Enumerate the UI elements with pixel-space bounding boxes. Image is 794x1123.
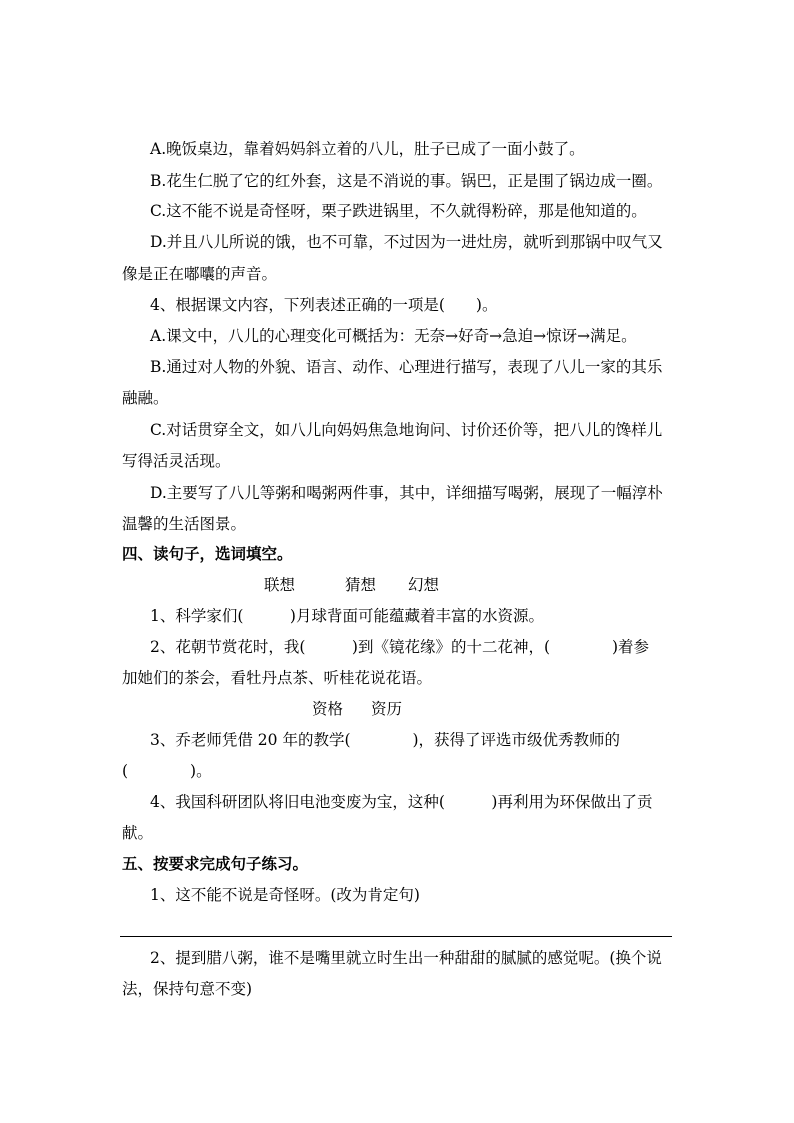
s5-item2-line1: 2、提到腊八粥，谁不是嘴里就立时生出一种甜甜的腻腻的感觉呢。(换个说	[150, 949, 662, 967]
q4-stem: 4、根据课文内容，下列表述正确的一项是( )。	[150, 296, 498, 314]
q3-option-c: C.这不能不说是奇怪呀，栗子跌进锅里，不久就得粉碎，那是他知道的。	[150, 202, 647, 220]
s4-item1: 1、科学家们( )月球背面可能蕴藏着丰富的水资源。	[150, 607, 544, 625]
word-choice-3: 幻想	[408, 576, 440, 594]
q4-option-d-line1: D.主要写了八儿等粥和喝粥两件事，其中，详细描写喝粥，展现了一幅淳朴	[150, 484, 663, 502]
section5-heading: 五、按要求完成句子练习。	[122, 855, 309, 873]
q4-option-d-line2: 温馨的生活图景。	[122, 515, 247, 533]
q3-option-d-line2: 像是正在嘟囔的声音。	[122, 265, 278, 283]
s5-item2-line2: 法，保持句意不变)	[122, 980, 253, 998]
q3-option-d-line1: D.并且八儿所说的饿，也不可靠，不过因为一进灶房，就听到那锅中叹气又	[150, 233, 663, 251]
word-choice-5: 资历	[371, 700, 403, 718]
q4-option-c-line2: 写得活灵活现。	[122, 452, 231, 470]
section4-heading: 四、读句子，选词填空。	[122, 545, 293, 563]
answer-line[interactable]	[120, 936, 672, 937]
word-choice-4: 资格	[312, 700, 344, 718]
q4-option-b-line2: 融融。	[122, 389, 169, 407]
s4-item4-line2: 献。	[122, 824, 154, 842]
s5-item1: 1、这不能不说是奇怪呀。(改为肯定句)	[150, 886, 420, 904]
s4-item2-line2: 加她们的茶会，看牡丹点茶、听桂花说花语。	[122, 669, 433, 687]
q4-option-c-line1: C.对话贯穿全文，如八儿向妈妈焦急地询问、讨价还价等，把八儿的馋样儿	[150, 421, 663, 439]
s4-item3-line1: 3、乔老师凭借 20 年的教学( )，获得了评选市级优秀教师的	[150, 731, 621, 749]
s4-item3-line2: ( )。	[122, 762, 212, 780]
q4-option-b-line1: B.通过对人物的外貌、语言、动作、心理进行描写，表现了八儿一家的其乐	[150, 358, 663, 376]
s4-item2-line1: 2、花朝节赏花时，我( )到《镜花缘》的十二花神，( )着参	[150, 638, 650, 656]
s4-item4-line1: 4、我国科研团队将旧电池变废为宝，这种( )再利用为环保做出了贡	[150, 793, 653, 811]
q3-option-b: B.花生仁脱了它的红外套，这是不消说的事。锅巴，正是围了锅边成一圈。	[150, 172, 663, 190]
q3-option-a: A.晚饭桌边，靠着妈妈斜立着的八儿，肚子已成了一面小鼓了。	[150, 140, 585, 158]
q4-option-a: A.课文中，八儿的心理变化可概括为：无奈→好奇→急迫→惊讶→满足。	[150, 327, 637, 345]
word-choice-1: 联想	[264, 576, 296, 594]
word-choice-2: 猜想	[345, 576, 377, 594]
